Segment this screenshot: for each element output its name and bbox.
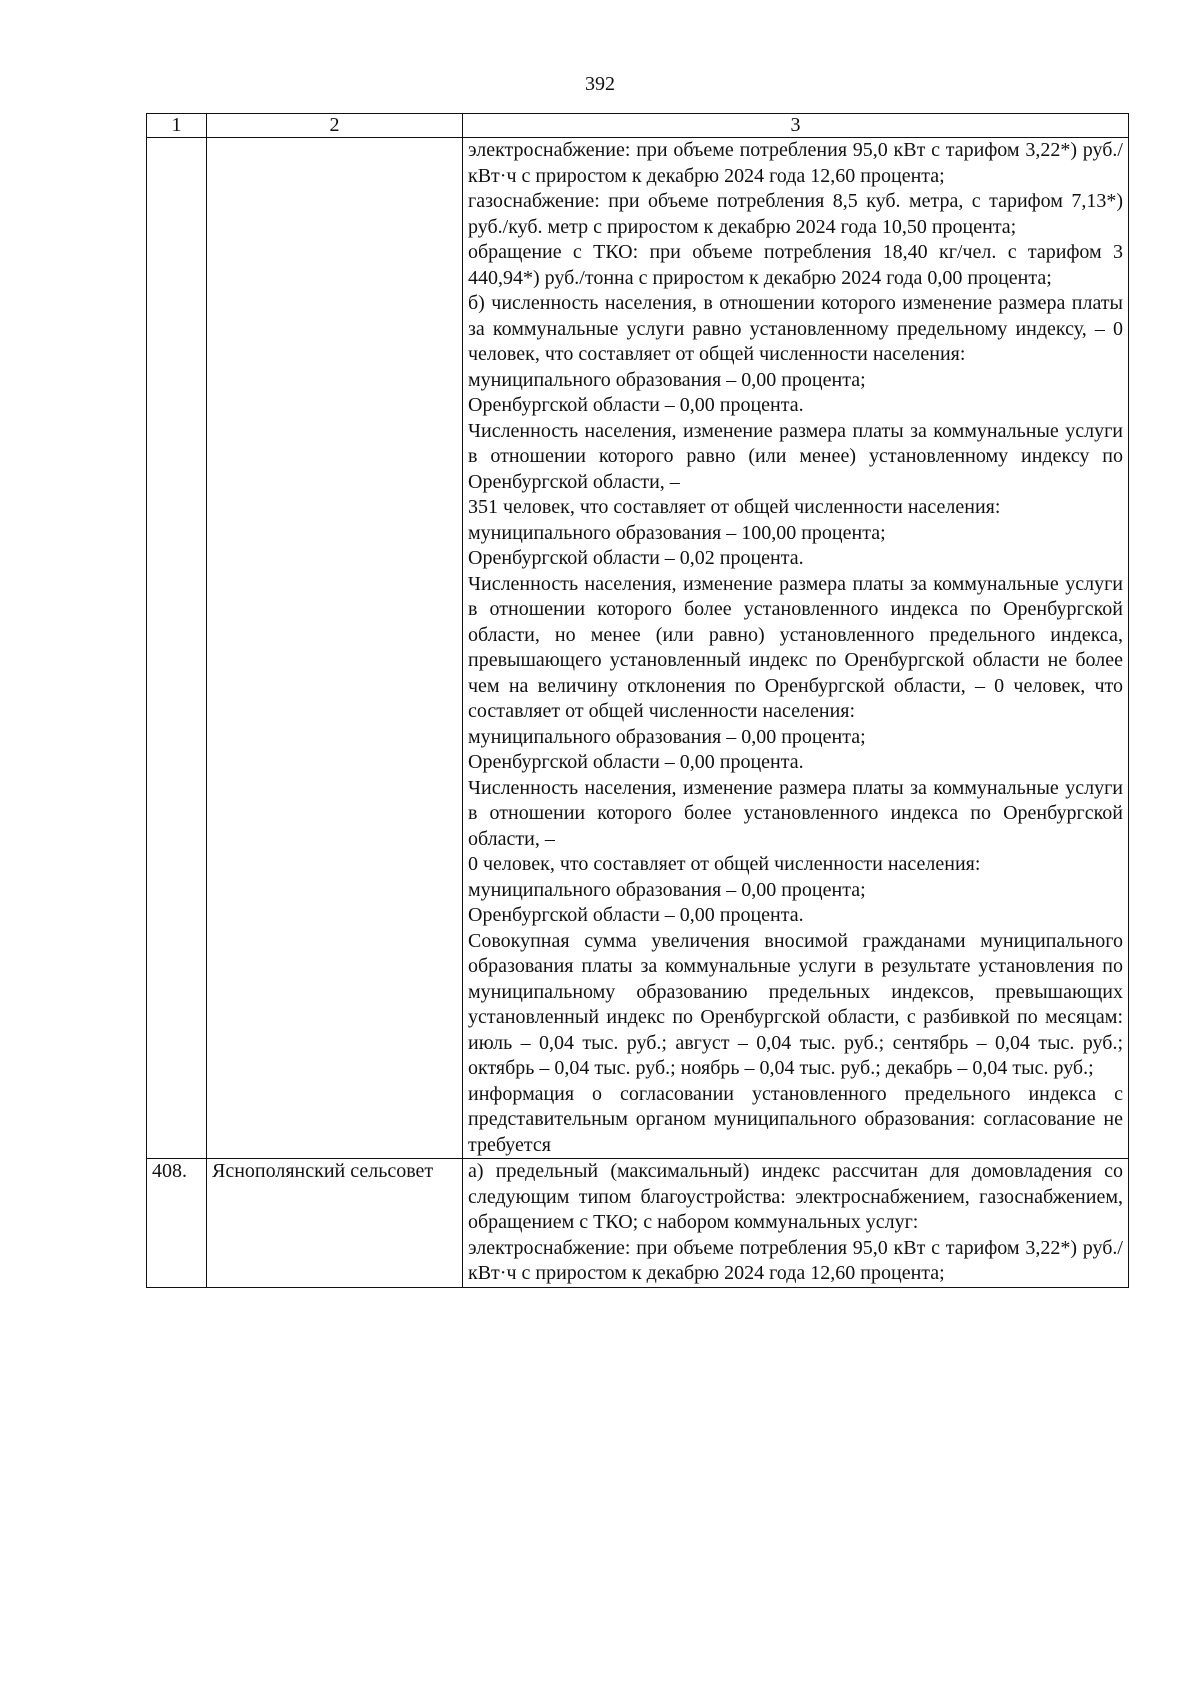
- index-description: [463, 138, 1129, 1159]
- column-header-3: 3: [463, 114, 1129, 138]
- paragraph: обращение с ТКО: при объеме потребления 18,40 кг/чел. с тарифом 3 440,94*) руб./тонна с приростом к декабрю 2024 года 0,00 процента;: [468, 241, 1123, 289]
- paragraph: 351 человек, что составляет от общей численности населения:: [468, 496, 1001, 518]
- paragraph: муниципального образования – 0,00 процента;: [468, 725, 866, 748]
- paragraph: Оренбургской области – 0,00 процента.: [468, 394, 804, 416]
- paragraph: газоснабжение: при объеме потребления 8,5 куб. метра, с тарифом 7,13*) руб./куб. метр с приростом к декабрю 2024 года 10,50 процента;: [468, 190, 1123, 238]
- column-header-2: 2: [207, 114, 463, 138]
- paragraph: Оренбургской области – 0,00 процента.: [468, 751, 804, 773]
- paragraph: Оренбургской области – 0,00 процента.: [468, 904, 804, 926]
- paragraph: а) предельный (максимальный) индекс рассчитан для домовладения со следующим типом благоустройства: электроснабжением, газоснабжением, обращением с ТКО; с набором коммунальных услуг:: [468, 1160, 1123, 1233]
- table-body: [147, 138, 1129, 1288]
- paragraph: муниципального образования – 0,00 процента;: [468, 878, 866, 901]
- paragraph: муниципального образования – 0,00 процента;: [468, 368, 866, 391]
- table-row: [147, 1159, 1129, 1288]
- paragraph: Оренбургской области – 0,02 процента.: [468, 547, 804, 569]
- paragraph: электроснабжение: при объеме потребления 95,0 кВт с тарифом 3,22*) руб./кВт·ч с приростом к декабрю 2024 года 12,60 процента;: [468, 139, 1123, 187]
- municipality-name: [207, 138, 463, 1159]
- paragraph: информация о согласовании установленного предельного индекса с представительным органом муниципального образования: согласование не требуется: [468, 1082, 1123, 1156]
- paragraph: 0 человек, что составляет от общей численности населения:: [468, 853, 981, 875]
- page-number: 392: [585, 73, 615, 95]
- paragraph: Численность населения, изменение размера платы за коммунальные услуги в отношении которого равно (или менее) установленному индексу по Оренбургской области, –: [468, 419, 1123, 493]
- municipality-name: Яснополянский сельсовет: [207, 1159, 463, 1288]
- table-row: [147, 138, 1129, 1159]
- paragraph: Численность населения, изменение размера платы за коммунальные услуги в отношении которого более установленного индекса по Оренбургской области, но менее (или равно) установленного предельного индекса, превышающего установленный индекс по Оренбургской области не более чем на величину отклонения по Оренбургской области, – 0 человек, что составляет от общей численности населения:: [468, 572, 1123, 722]
- row-number: 408.: [147, 1159, 207, 1288]
- table-header-row: [147, 114, 1129, 138]
- paragraph: Совокупная сумма увеличения вносимой гражданами муниципального образования платы за коммунальные услуги в результате установления по муниципальному образованию предельных индексов, превышающих установленный индекс по Оренбургской области, с разбивкой по месяцам: июль – 0,04 тыс. руб.; август – 0,04 тыс. руб.; сентябрь – 0,04 тыс. руб.; октябрь – 0,04 тыс. руб.; ноябрь – 0,04 тыс. руб.; декабрь – 0,04 тыс. руб.;: [468, 929, 1123, 1079]
- document-table: [146, 113, 1129, 1288]
- paragraph: электроснабжение: при объеме потребления 95,0 кВт с тарифом 3,22*) руб./кВт·ч с приростом к декабрю 2024 года 12,60 процента;: [468, 1236, 1123, 1284]
- paragraph: муниципального образования – 100,00 процента;: [468, 521, 886, 544]
- paragraph: б) численность населения, в отношении которого изменение размера платы за коммунальные услуги равно установленному предельному индексу, – 0 человек, что составляет от общей численности населения:: [468, 292, 1123, 365]
- paragraph: Численность населения, изменение размера платы за коммунальные услуги в отношении которого более установленного индекса по Оренбургской области, –: [468, 776, 1123, 850]
- index-description: [463, 1159, 1129, 1288]
- column-header-1: 1: [147, 114, 207, 138]
- row-number: [147, 138, 207, 1159]
